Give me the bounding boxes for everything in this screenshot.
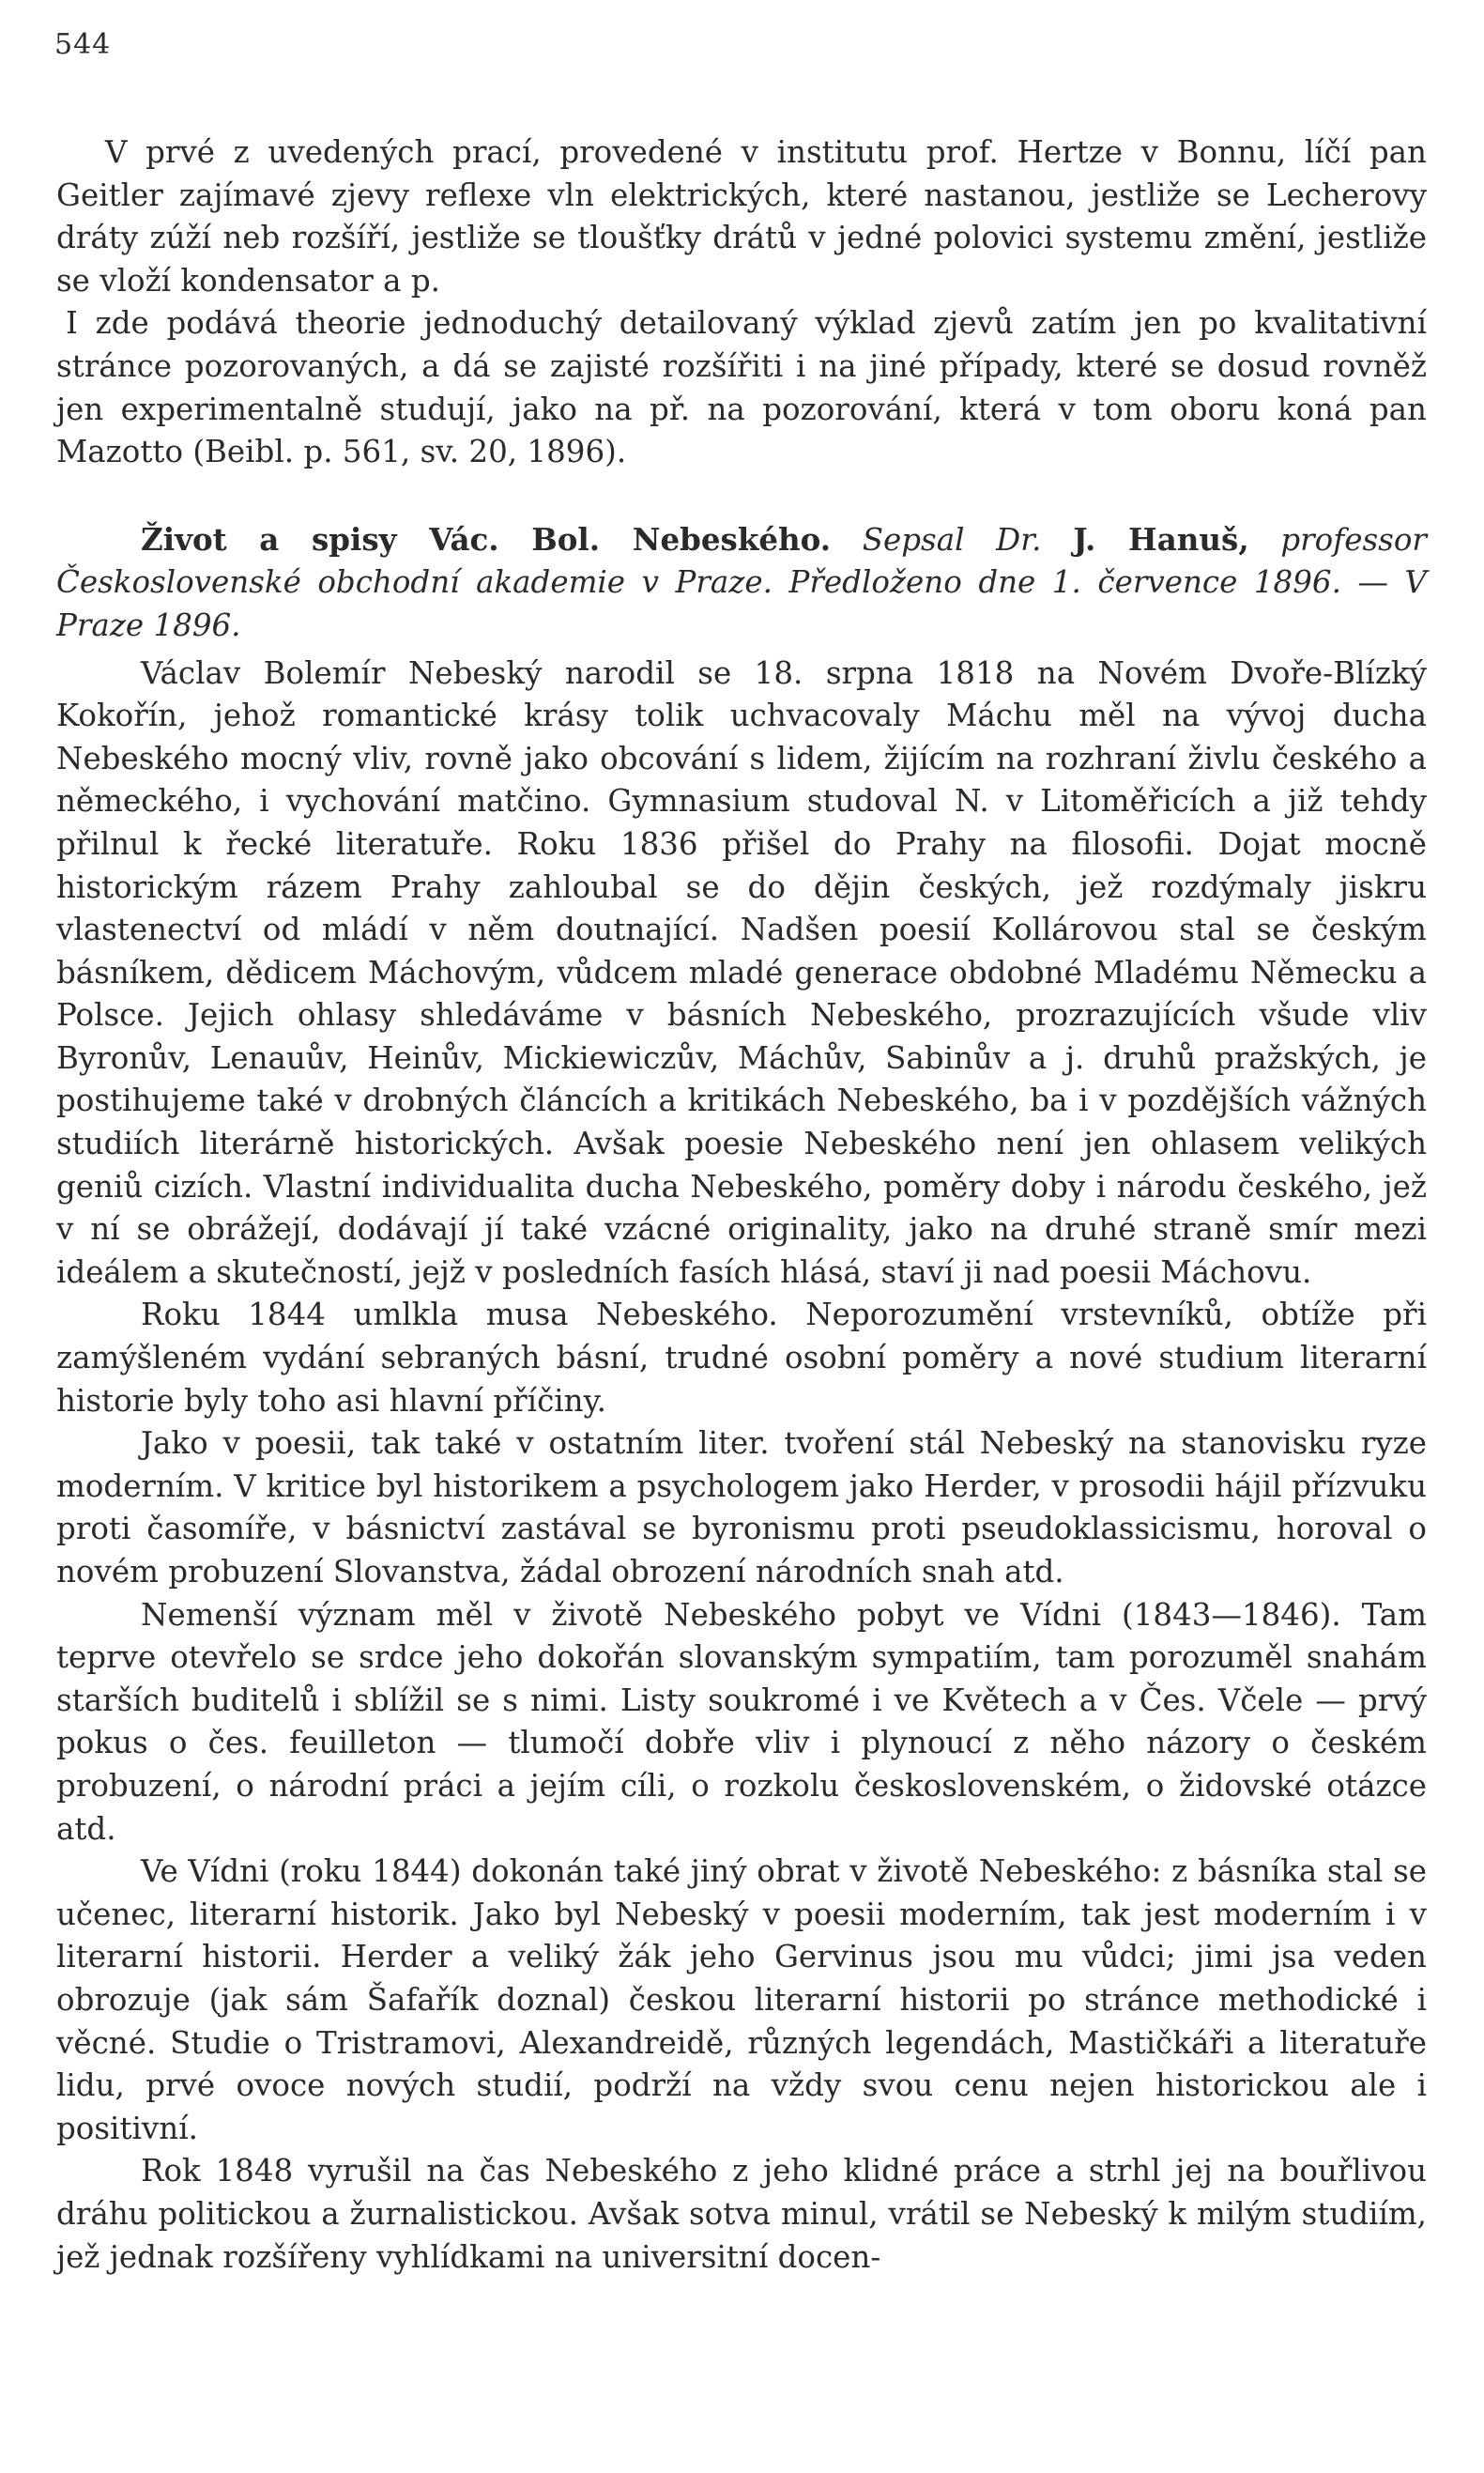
- byline-prefix: Sepsal Dr.: [862, 521, 1042, 558]
- paragraph: Rok 1848 vyrušil na čas Nebeského z jeho klidné práce a strhl jej na bouřlivou dráhu politickou a žurnalistickou. Avšak sotva minul, vrátil se Nebeský k milým studiím, jež jednak rozšířeny vyhlídkami na universitní docen-: [56, 2153, 1427, 2275]
- paragraph: Ve Vídni (roku 1844) dokonán také jiný obrat v životě Nebeského: z básníka stal se učenec, literarní historik. Jako byl Nebeský v poesii moderním, tak jest moderním i v literarní historii. Herder a veliký žák jeho Gervinus jsou mu vůdci; jimi jsa veden obrozuje (jak sám Šafařík doznal) českou literarní historii po stránce methodické i věcné. Studie o Tristramovi, Alexandreidě, různých legendách, Mastičkáři a literatuře lidu, prvé ovoce nových studií, podrží na vždy svou cenu nejen historickou ale i positivní.: [56, 1853, 1427, 2146]
- paragraph: Václav Bolemír Nebeský narodil se 18. srpna 1818 na Novém Dvoře-Blízký Kokořín, jehož romantické krásy tolik uchvacovaly Máchu měl na vývoj ducha Nebeského mocný vliv, rovně jako obcování s lidem, žijícím na rozhraní živlu českého a německého, i vychování matčino. Gymnasium studoval N. v Litoměřicích a již tehdy přilnul k řecké literatuře. Roku 1836 přišel do Prahy na filosofii. Dojat mocně historickým rázem Prahy zahloubal se do dějin českých, jež rozdýmaly jiskru vlastenectví od mládí v něm doutnající. Nadšen poesií Kollárovou stal se českým básníkem, dědicem Máchovým, vůdcem mladé generace obdobné Mladému Německu a Polsce. Jejich ohlasy shledáváme v básních Nebeského, prozrazujících všude vliv Byronův, Lenauův, Heinův, Mickiewiczův, Máchův, Sabinův a j. druhů pražských, je postihujeme také v drobných článcích a kritikách Nebeského, ba i v pozdějších vážných studiích literárně historických. Avšak poesie Nebeského není jen ohlasem velikých geniů cizích. Vlastní individualita ducha Nebeského, poměry doby i národu českého, jež v ní se obrážejí, dodávají jí také vzácné originality, jako na druhé straně smír mezi ideálem a skutečností, jejž v posledních fasích hlásá, staví ji nad poesii Máchovu.: [56, 654, 1427, 1290]
- paragraph: Roku 1844 umlkla musa Nebeského. Neporozumění vrstevníků, obtíže při zamýšleném vydání sebraných básní, trudné osobní poměry a nové studium literarní historie byly toho asi hlavní příčiny.: [56, 1297, 1427, 1419]
- paragraph: V prvé z uvedených prací, provedené v institutu prof. Hertze v Bonnu, líčí pan Geitler zajímavé zjevy reflexe vln elektrických, které nastanou, jestliže se Lecherovy dráty zúží neb rozšíří, jestliže se tloušťky drátů v jedné polovici systemu změní, jestliže se vloží kondensator a p.: [56, 134, 1427, 299]
- paragraph: I zde podává theorie jednoduchý detailovaný výklad zjevů zatím jen po kvalitativní stránce pozorovaných, a dá se zajisté rozšířiti i na jiné případy, které se dosud rovněž jen experimentalně studují, jako na př. na pozorování, která v tom oboru koná pan Mazotto (Beibl. p. 561, sv. 20, 1896).: [56, 305, 1427, 470]
- article-author: J. Hanuš,: [1073, 520, 1249, 558]
- article-title: Život a spisy Vác. Bol. Nebeského.: [141, 520, 832, 558]
- page-number: 544: [54, 28, 112, 61]
- article-heading: [56, 518, 1427, 648]
- paragraph: Nemenší význam měl v životě Nebeského pobyt ve Vídni (1843—1846). Tam teprve otevřelo se srdce jeho dokořán slovanským sympatiím, tam porozuměl snahám starších buditelů i sblížil se s nimi. Listy soukromé i ve Květech a v Čes. Včele — prvý pokus o čes. feuilleton — tlumočí dobře vliv i plynoucí z něho názory o českém probuzení, o národní práci a jejím cíli, o rozkolu československém, o židovské otázce atd.: [56, 1596, 1427, 1847]
- paragraph: Jako v poesii, tak také v ostatním liter. tvoření stál Nebeský na stanovisku ryze moderním. V kritice byl historikem a psychologem jako Herder, v prosodii hájil přízvuku proti časomíře, v básnictví zastával se byronismu proti pseudoklassicismu, horoval o novém probuzení Slovanstva, žádal obrození národních snah atd.: [56, 1425, 1427, 1590]
- byline-suffix: professor Československé obchodní akademie v Praze. Předloženo dne 1. července 1896. — V Praze 1896.: [56, 521, 1427, 643]
- page-body: [56, 131, 1427, 2279]
